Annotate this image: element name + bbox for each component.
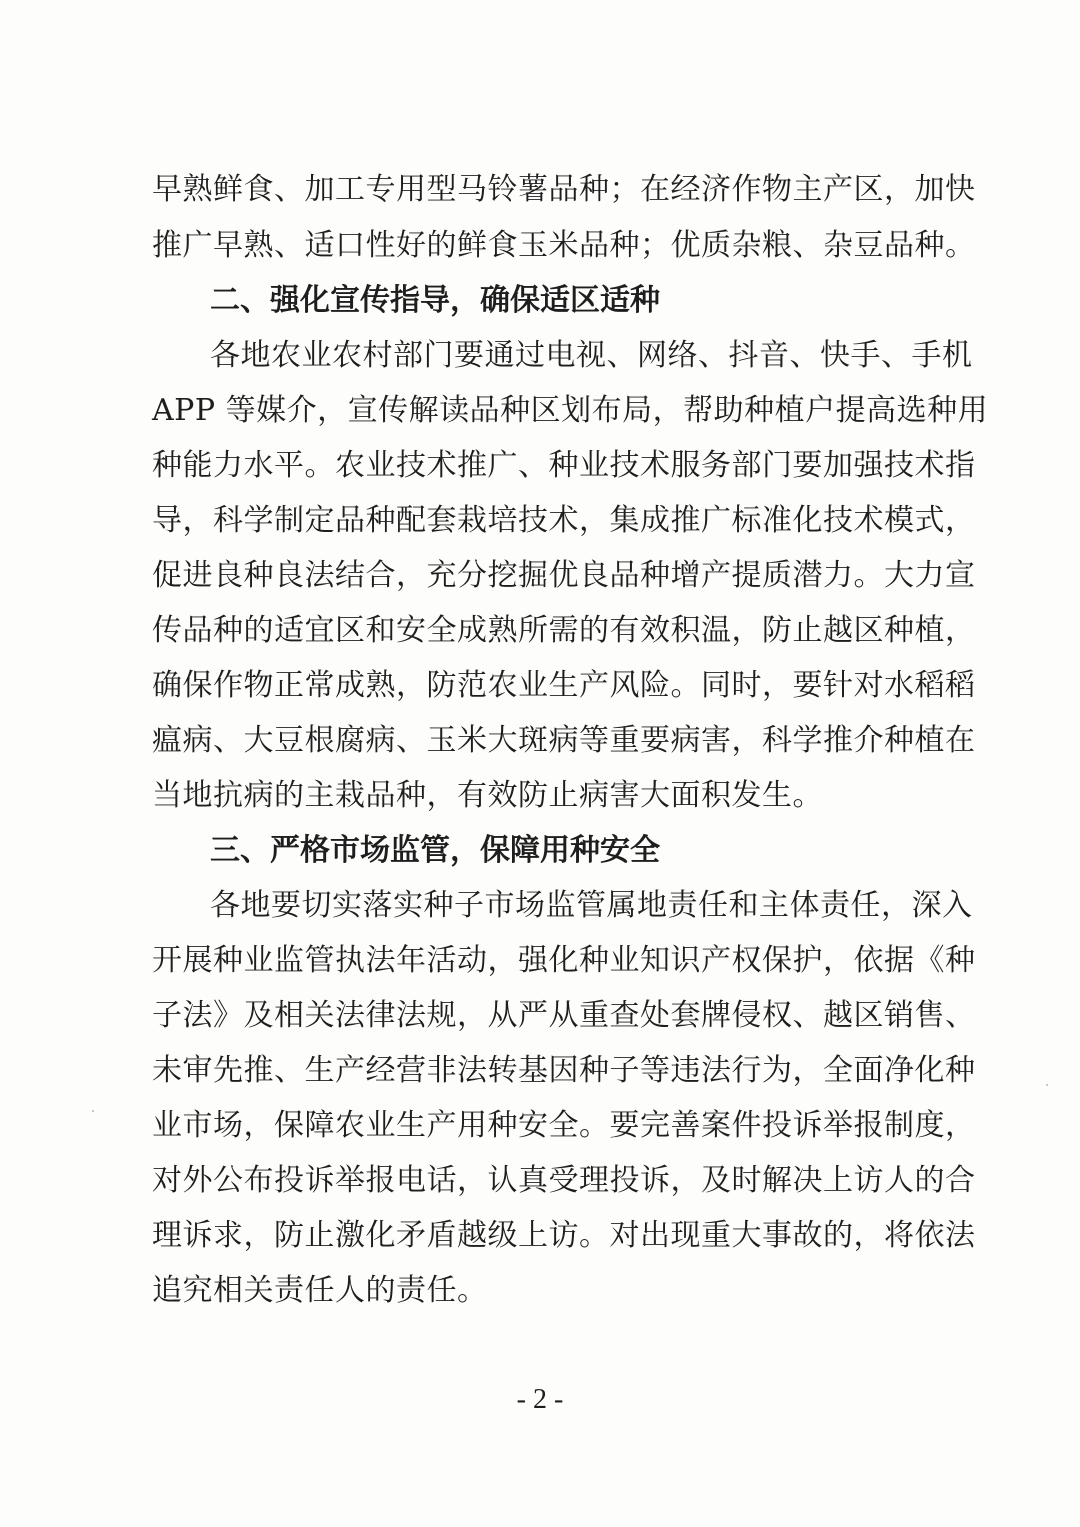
body-text-line: 确保作物正常成熟，防范农业生产风险。同时，要针对水稻稻 bbox=[152, 668, 976, 703]
body-text-line: 促进良种良法结合，充分挖掘优良品种增产提质潜力。大力宣 bbox=[152, 558, 976, 593]
body-text-line: 当地抗病的主栽品种，有效防止病害大面积发生。 bbox=[152, 778, 823, 813]
body-text-line: 种能力水平。农业技术推广、种业技术服务部门要加强技术指 bbox=[152, 448, 976, 483]
body-text-line: 理诉求，防止激化矛盾越级上访。对出现重大事故的，将依法 bbox=[152, 1218, 976, 1253]
body-text-line: 早熟鲜食、加工专用型马铃薯品种；在经济作物主产区，加快 bbox=[152, 172, 976, 207]
body-text-line: 推广早熟、适口性好的鲜食玉米品种；优质杂粮、杂豆品种。 bbox=[152, 228, 976, 263]
body-text-line: APP 等媒介，宣传解读品种区划布局，帮助种植户提高选种用 bbox=[152, 393, 989, 428]
body-text-line: 业市场，保障农业生产用种安全。要完善案件投诉举报制度， bbox=[152, 1108, 976, 1143]
body-text-line: 瘟病、大豆根腐病、玉米大斑病等重要病害，科学推介种植在 bbox=[152, 723, 976, 758]
section-heading-2: 二、强化宣传指导，确保适区适种 bbox=[210, 283, 660, 318]
body-text-line: 各地要切实落实种子市场监管属地责任和主体责任，深入 bbox=[210, 888, 973, 923]
body-text-line: 子法》及相关法律法规，从严从重查处套牌侵权、越区销售、 bbox=[152, 998, 976, 1033]
section-heading-3: 三、严格市场监管，保障用种安全 bbox=[210, 833, 660, 868]
body-text-line: 各地农业农村部门要通过电视、网络、抖音、快手、手机 bbox=[210, 338, 973, 373]
body-text-line: 传品种的适宜区和安全成熟所需的有效积温，防止越区种植， bbox=[152, 613, 976, 648]
scan-speck bbox=[1046, 1084, 1048, 1086]
body-text-line: 导，科学制定品种配套栽培技术，集成推广标准化技术模式， bbox=[152, 503, 976, 538]
page-number: - 2 - bbox=[516, 1384, 564, 1415]
body-text-line: 对外公布投诉举报电话，认真受理投诉，及时解决上访人的合 bbox=[152, 1163, 976, 1198]
body-text-line: 开展种业监管执法年活动，强化种业知识产权保护，依据《种 bbox=[152, 943, 976, 978]
scan-speck bbox=[92, 1110, 94, 1112]
body-text-line: 未审先推、生产经营非法转基因种子等违法行为，全面净化种 bbox=[152, 1053, 976, 1088]
body-text-line: 追究相关责任人的责任。 bbox=[152, 1273, 488, 1308]
